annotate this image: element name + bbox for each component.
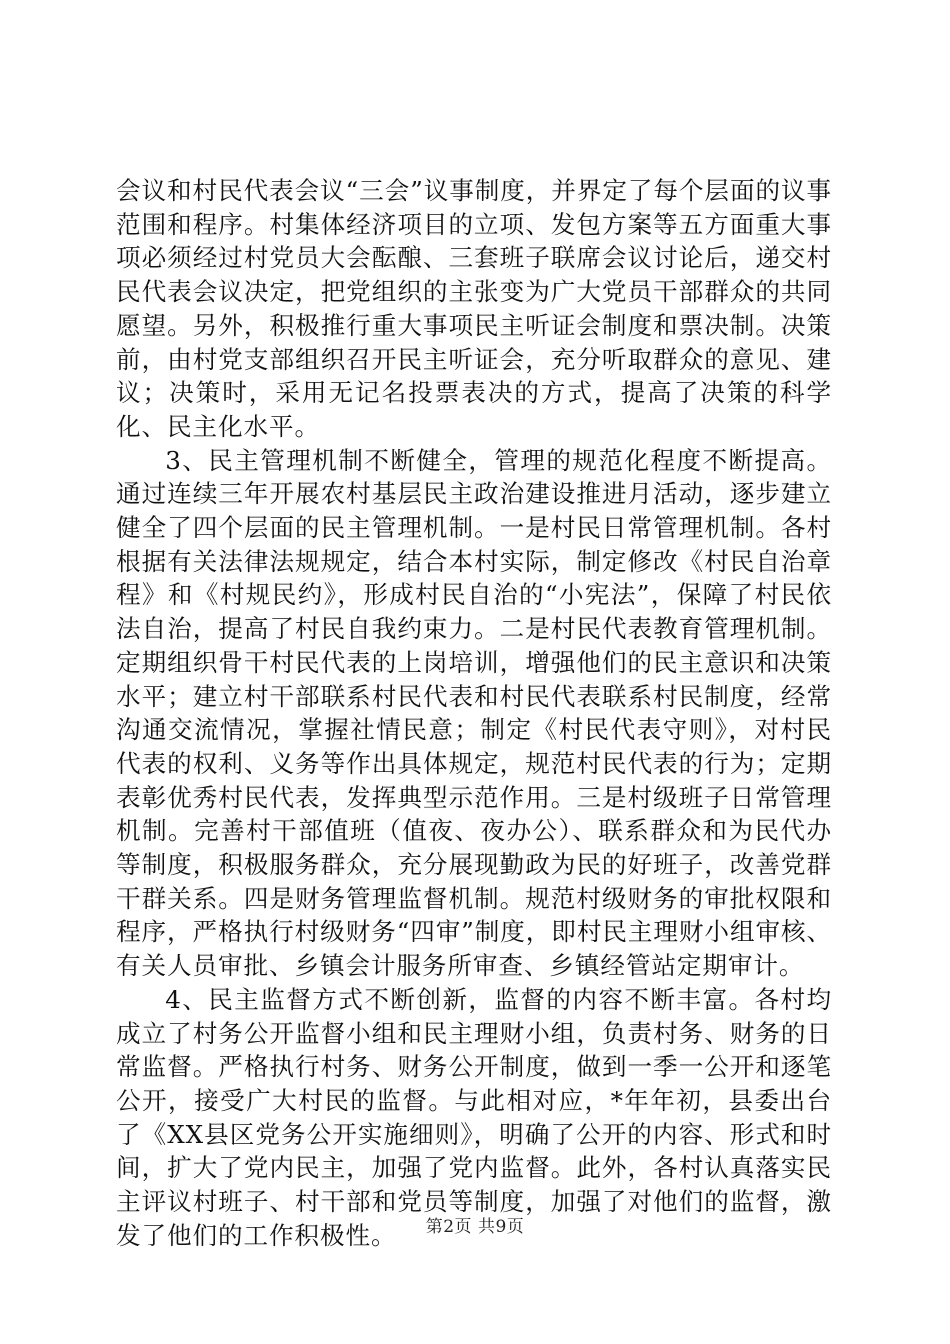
document-body bbox=[116, 174, 832, 1253]
paragraph-democratic-management: 3、民主管理机制不断健全，管理的规范化程度不断提高。通过连续三年开展农村基层民主政治建设推进月活动，逐步建立健全了四个层面的民主管理机制。一是村民日常管理机制。各村根据有关法律法规规定，结合本村实际，制定修改《村民自治章程》和《村规民约》，形成村民自治的“小宪法”，保障了村民依法自治，提高了村民自我约束力。二是村民代表教育管理机制。定期组织骨干村民代表的上岗培训，增强他们的民主意识和决策水平；建立村干部联系村民代表和村民代表联系村民制度，经常沟通交流情况，掌握社情民意；制定《村民代表守则》，对村民代表的权利、义务等作出具体规定，规范村民代表的行为；定期表彰优秀村民代表，发挥典型示范作用。三是村级班子日常管理机制。完善村干部值班（值夜、夜办公）、联系群众和为民代办等制度，积极服务群众，充分展现勤政为民的好班子，改善党群干群关系。四是财务管理监督机制。规范村级财务的审批权限和程序，严格执行村级财务“四审”制度，即村民主理财小组审核、有关人员审批、乡镇会计服务所审查、乡镇经管站定期审计。 bbox=[116, 445, 832, 981]
page-number-footer: 第2页 共9页 bbox=[425, 1217, 525, 1237]
paragraph-democratic-supervision: 4、民主监督方式不断创新，监督的内容不断丰富。各村均成立了村务公开监督小组和民主理财小组，负责村务、财务的日常监督。严格执行村务、财务公开制度，做到一季一公开和逐笔公开，接受广大村民的监督。与此相对应，*年年初，县委出台了《XX县区党务公开实施细则》，明确了公开的内容、形式和时间，扩大了党内民主，加强了党内监督。此外，各村认真落实民主评议村班子、村干部和党员等制度，加强了对他们的监督，激发了他们的工作积极性。 bbox=[116, 984, 832, 1250]
paragraph-continuation: 会议和村民代表会议“三会”议事制度，并界定了每个层面的议事范围和程序。村集体经济项目的立项、发包方案等五方面重大事项必须经过村党员大会酝酿、三套班子联席会议讨论后，递交村民代表会议决定，把党组织的主张变为广大党员干部群众的共同愿望。另外，积极推行重大事项民主听证会制度和票决制。决策前，由村党支部组织召开民主听证会，充分听取群众的意见、建议；决策时，采用无记名投票表决的方式，提高了决策的科学化、民主化水平。 bbox=[116, 176, 832, 441]
